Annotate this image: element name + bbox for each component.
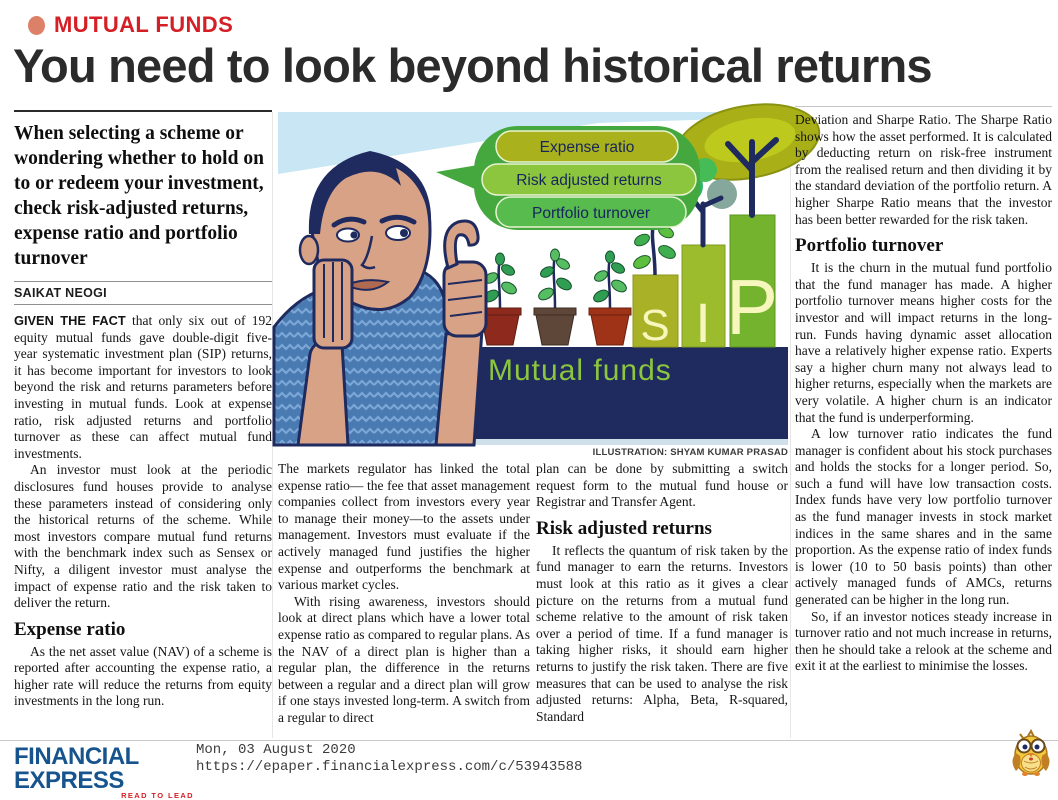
section-heading-portfolio-turnover: Portfolio turnover xyxy=(795,235,944,257)
sip-letter: S xyxy=(640,301,670,350)
paragraph-text: that only six out of 192 equity mutual funds gave double-digit five-year systematic investment plan (SIP) returns, it has become important for investors to look beyond the risk and returns parameters before investing in mutual funds. Look at expense ratio, risk adjusted returns and portfolio turnover as these can affect mutual fund investments. xyxy=(14,313,272,461)
kicker-label: MUTUAL FUNDS xyxy=(54,12,234,37)
epaper-url-link[interactable]: https://epaper.financialexpress.com/c/53943588 xyxy=(196,759,583,775)
logo-wordmark: FINANCIAL EXPRESS xyxy=(14,743,139,794)
publication-date: Mon, 03 August 2020 xyxy=(196,742,356,758)
byline: SAIKAT NEOGI xyxy=(14,281,272,305)
bubble-label: Portfolio turnover xyxy=(531,205,651,222)
logo-tagline: READ TO LEAD xyxy=(121,791,194,800)
column-divider xyxy=(790,112,791,738)
kicker-bullet-icon xyxy=(28,16,45,35)
illustration-credit: ILLUSTRATION: SHYAM KUMAR PRASAD xyxy=(592,447,788,458)
body-paragraph: A low turnover ratio indicates the fund manager is confident about his stock purchases and holds the stocks for a longer period. So, such a fund will have low transaction costs. Index funds have very low portfolio turnover as the fund manager invests in stock market indices in the same shares and in the same proportion. As the expense ratio of index funds is lower (10 to 50 basis points) than other actively managed funds of AMCs, returns generated can be higher in the long run. xyxy=(795,426,1052,608)
pupil xyxy=(350,231,357,238)
footer-meta xyxy=(196,742,582,776)
body-paragraph: Deviation and Sharpe Ratio. The Sharpe Ratio shows how the asset performed. It is calculated by deducting return on risk-free instrument from the realised return and then dividing it by the standard deviation of the portfolio return. A higher Sharpe Ratio means that the investor has been better rewarded for the risk taken. xyxy=(795,112,1052,227)
footer-divider xyxy=(0,740,1058,741)
body-paragraph: So, if an investor notices steady increase in turnover ratio and not much increase in returns, then he should take a relook at the scheme and exit it at the earliest to minimise the losses. xyxy=(795,608,1052,674)
article-illustration xyxy=(278,112,788,445)
body-paragraph: It reflects the quantum of risk taken by the fund manager to earn the returns. Investors must look at this ratio as it gives a clear picture on the returns from a mutual fund scheme relative to the amount of risk taken over a period of time. If a fund manager is taking higher risks, it should earn higher returns to justify the risk taken. There are five measures that can be used to analyse the risk adjusted returns: Alpha, Beta, R-squared, Standard xyxy=(536,542,788,724)
standfirst: When selecting a scheme or wondering whether to hold on to or redeem your investment, check risk-adjusted returns, expense ratio and portfolio turnover xyxy=(14,123,264,269)
body-paragraph xyxy=(14,313,272,462)
body-paragraph: It is the churn in the mutual fund portfolio that the fund manager has made. A higher portfolio turnover means higher costs for the investor and will impact returns in the long-run. Funds having dynamic asset allocation have a relatively higher expense ratio. Experts say a higher churn many not always lead to higher returns, especially when the markets are very volatile. A higher churn is an indicator that the fund is underperforming. xyxy=(795,260,1052,425)
illustration-svg xyxy=(278,112,788,445)
lead-in: GIVEN THE FACT xyxy=(14,313,126,328)
illustration-caption: Mutual funds xyxy=(488,354,672,387)
ear xyxy=(300,236,318,264)
bubble-label: Expense ratio xyxy=(539,139,635,156)
body-paragraph: An investor must look at the periodic disclosures fund houses provide to analyse these parameters instead of considering only the historical returns of the scheme. While most investors compare mutual fund returns with the benchmark index such as Sensex or Nifty, a diligent investor must analyse the impact of expense ratio and the risk taken to deliver the return. xyxy=(14,462,272,611)
sip-letter: P xyxy=(725,263,779,351)
section-heading-risk-adjusted-returns: Risk adjusted returns xyxy=(536,517,712,539)
body-paragraph: With rising awareness, investors should look at direct plans which have a lower total expense ratio as compared to regular plans. As the NAV of a direct plan is higher than a regular plan, the difference in the returns between a regular and a direct plan will grow if one stays invested long-term. A switch from a regular to direct xyxy=(278,593,530,725)
section-heading-expense-ratio: Expense ratio xyxy=(14,618,126,640)
column-left xyxy=(14,110,272,738)
body-paragraph: The markets regulator has linked the total expense ratio— the fee that asset management companies collect from investors every year to manage their money—to the assets under management. Investors must evaluate if the actively managed fund justifies the higher expense and outperforms the benchmark at various market cycles. xyxy=(278,461,530,593)
column-middle-2 xyxy=(536,461,788,738)
financial-express-logo xyxy=(14,745,194,800)
section-kicker xyxy=(28,12,233,38)
column-right xyxy=(795,106,1052,738)
body-paragraph: plan can be done by submitting a switch request form to the mutual fund house or Registrar and Transfer Agent. xyxy=(536,461,788,510)
pupil xyxy=(400,229,408,237)
owl-mascot-icon[interactable] xyxy=(1008,731,1054,781)
column-middle-1 xyxy=(278,461,530,738)
sip-letter: I xyxy=(695,291,711,354)
article-headline: You need to look beyond historical returns xyxy=(13,39,932,92)
bubble-label: Risk adjusted returns xyxy=(516,172,662,189)
body-paragraph: As the net asset value (NAV) of a scheme is reported after accounting the expense ratio, a higher rate will reduce the returns from equity investments in the long run. xyxy=(14,643,272,709)
